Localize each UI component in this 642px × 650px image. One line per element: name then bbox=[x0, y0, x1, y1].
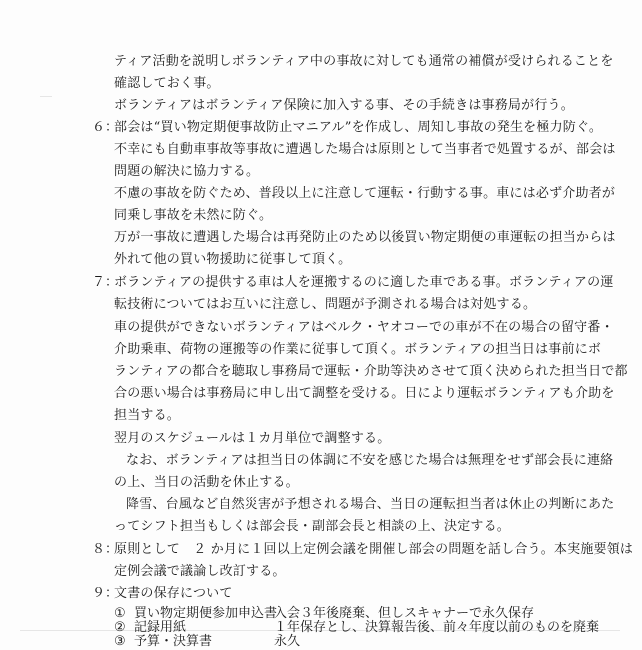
section-number-9: ９： bbox=[92, 586, 119, 601]
retention-row bbox=[114, 634, 614, 650]
retention-rule: 入会３年後廃棄、但しスキャナーで永久保存 bbox=[274, 606, 535, 621]
text-line: なお、ボランティアは担当日の体調に不安を感じた場合は無理をせず部会長に連絡 bbox=[126, 453, 614, 468]
text-line: 担当する。 bbox=[114, 408, 181, 423]
text-line: 万が一事故に遭遇した場合は再発防止のため以後買い物定期便の車運転の担当からは bbox=[114, 230, 616, 245]
text-line: 転技術についてはお互いに注意し、問題が予測される場合は対処する。 bbox=[114, 297, 537, 312]
text-line: 文書の保存について bbox=[114, 586, 233, 601]
row-marker: ① bbox=[114, 606, 126, 621]
text-line: 同乗し事故を未然に防ぐ。 bbox=[114, 208, 273, 223]
text-line: ボランティアはボランティア保険に加入する事、その手続きは事務局が行う。 bbox=[114, 98, 574, 113]
text-line: 問題の解決に協力する。 bbox=[114, 164, 260, 179]
section-number-7: ７： bbox=[92, 275, 119, 290]
text-line: ランティアの都合を聴取し事務局で運転・介助等決めさせて頂く決められた担当日で都 bbox=[114, 364, 628, 379]
text-line: 定例会議で議論し改訂する。 bbox=[114, 564, 286, 579]
text-line: 降雪、台風など自然災害が予想される場合、当日の運転担当者は休止の判断にあた bbox=[126, 497, 615, 512]
text-line: 車の提供ができないボランティアはベルク・ヤオコーでの車が不在の場合の留守番・ bbox=[114, 320, 614, 335]
text-line: 合の悪い場合は事務局に申し出て調整を受ける。日により運転ボランティアも介助を bbox=[114, 386, 615, 401]
text-line: 外れて他の買い物援助に従事して頂く。 bbox=[114, 252, 352, 267]
document-name: 記録用紙 bbox=[134, 620, 187, 635]
section-number-6: ６： bbox=[92, 120, 119, 135]
retention-rule: 永久 bbox=[274, 634, 301, 649]
scan-artifact bbox=[40, 96, 52, 97]
text-line: 介助乗車、荷物の運搬等の作業に従事して頂く。ボランティアの担当日は事前にボ bbox=[114, 342, 602, 357]
document-name: 予算・決算書 bbox=[134, 634, 213, 649]
section-number-8: ８： bbox=[92, 542, 119, 557]
row-marker: ③ bbox=[114, 634, 126, 649]
text-line: 部会は“買い物定期便事故防止マニアル”を作成し、周知し事故の発生を極力防ぐ。 bbox=[114, 120, 603, 135]
text-line: 翌月のスケジュールは１カ月単位で調整する。 bbox=[114, 431, 391, 446]
retention-rule: １年保存とし、決算報告後、前々年度以前のものを廃棄 bbox=[274, 620, 600, 635]
text-line: 不慮の事故を防ぐため、普段以上に注意して運転・行動する事。車には必ず介助者が bbox=[114, 186, 616, 201]
document-name: 買い物定期便参加申込書 bbox=[134, 606, 278, 621]
text-line: ってシフト担当もしくは部会長・副部会長と相談の上、決定する。 bbox=[114, 519, 511, 534]
text-line: 不幸にも自動車事故等事故に遭遇した場合は原則として当事者で処置するが、部会は bbox=[114, 142, 616, 157]
row-marker: ② bbox=[114, 620, 126, 635]
text-line: 原則として ２ か月に１回以上定例会議を開催し部会の問題を話し合う。本実施要領は bbox=[114, 542, 634, 557]
text-line: ボランティアの提供する車は人を運搬するのに適した車である事。ボランティアの運 bbox=[114, 275, 614, 290]
text-line: ティア活動を説明しボランティア中の事故に対しても通常の補償が受けられることを bbox=[114, 54, 614, 69]
text-line: 確認しておく事。 bbox=[114, 76, 220, 91]
text-line: の上、当日の活動を休止する。 bbox=[114, 475, 299, 490]
